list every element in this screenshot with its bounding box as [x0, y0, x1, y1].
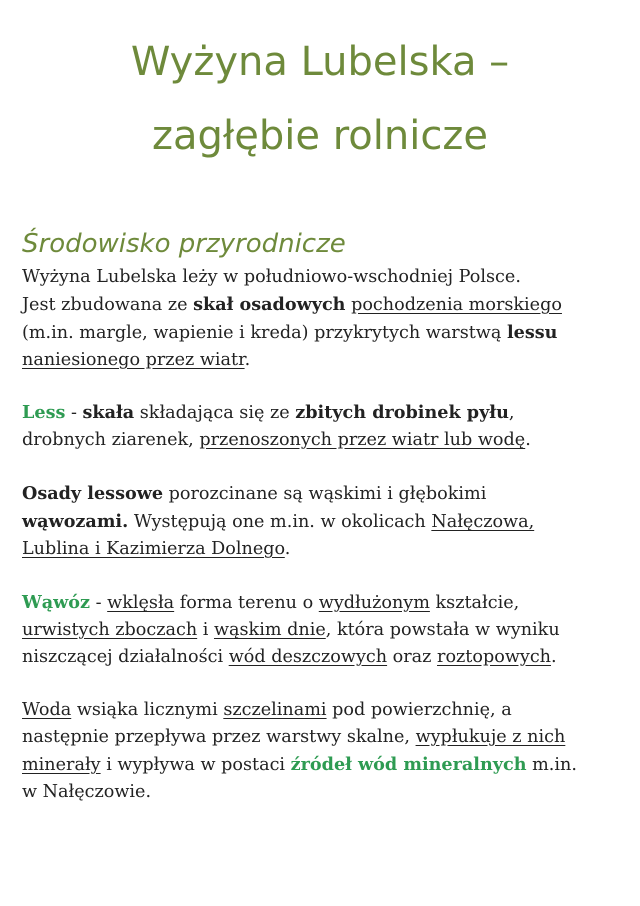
- text: składająca się ze: [134, 403, 296, 423]
- text: forma terenu o: [174, 593, 319, 613]
- paragraph-osady: [22, 480, 622, 563]
- underlined-term: przenoszonych przez wiatr lub wodę: [199, 430, 526, 450]
- bold-term: skała: [82, 402, 135, 423]
- text: porozcinane są wąskimi i głębokimi: [163, 484, 487, 504]
- bold-term: skał osadowych: [193, 294, 346, 315]
- underlined-term: Nałęczowa,: [431, 512, 535, 532]
- green-term: Less: [22, 402, 66, 423]
- text-line: [22, 536, 622, 563]
- text-line: w Nałęczowie.: [22, 782, 152, 802]
- text: i: [197, 620, 214, 640]
- text-line: [22, 589, 622, 617]
- underlined-term: wód deszczowych: [228, 647, 388, 667]
- text: i wypływa w postaci: [100, 755, 291, 775]
- text: .: [551, 647, 557, 667]
- text: Występują one m.in. w okolicach: [128, 512, 432, 532]
- text-line: [22, 751, 622, 779]
- text-line: [22, 644, 622, 671]
- text-line: [22, 291, 622, 319]
- underlined-term: pochodzenia morskiego: [351, 295, 562, 315]
- underlined-term: minerały: [22, 755, 101, 775]
- paragraph-location: [22, 264, 622, 374]
- text: -: [65, 403, 83, 423]
- text-line: Wyżyna Lubelska leży w południowo-wschodniej Polsce.: [22, 267, 521, 287]
- underlined-term: urwistych zboczach: [22, 620, 198, 640]
- text-line: [22, 480, 622, 508]
- text: wsiąka licznymi: [71, 700, 224, 720]
- text: Jest zbudowana ze: [22, 295, 194, 315]
- bold-term: wąwozami.: [22, 511, 129, 532]
- text: .: [525, 430, 531, 450]
- section-heading: Środowisko przyrodnicze: [22, 229, 346, 259]
- underlined-term: szczelinami: [223, 700, 327, 720]
- text: .: [244, 350, 251, 370]
- text: następnie przepływa przez warstwy skalne,: [22, 727, 416, 747]
- text: m.in.: [526, 755, 577, 775]
- text: kształcie,: [429, 593, 520, 613]
- text: , która powstała w wyniku: [325, 620, 560, 640]
- text: niszczącej działalności: [22, 647, 229, 667]
- text: .: [284, 539, 291, 559]
- text-line: [22, 508, 622, 536]
- text-line: [22, 427, 622, 454]
- page-title-line-1: Wyżyna Lubelska –: [130, 39, 510, 85]
- text-line: [22, 319, 622, 347]
- green-term: Wąwóz: [22, 592, 91, 613]
- underlined-term: wypłukuje z nich: [415, 727, 566, 747]
- bold-term: lessu: [506, 322, 558, 343]
- underlined-term: naniesionego przez wiatr: [22, 350, 245, 370]
- underlined-term: Woda: [22, 700, 72, 720]
- paragraph-less: [22, 399, 622, 454]
- text-line: [22, 347, 622, 374]
- paragraph-woda: [22, 697, 622, 806]
- underlined-term: roztopowych: [437, 647, 552, 667]
- text-line: [22, 399, 622, 427]
- text: drobnych ziarenek,: [22, 430, 200, 450]
- text: ,: [508, 403, 515, 423]
- page-title-line-2: zagłębie rolnicze: [152, 113, 488, 159]
- text-line: [22, 697, 622, 724]
- bold-term: Osady lessowe: [22, 483, 164, 504]
- text: pod powierzchnię, a: [326, 700, 512, 720]
- underlined-term: wydłużonym: [318, 593, 430, 613]
- underlined-term: wklęsła: [107, 593, 175, 613]
- text: (m.in. margle, wapienie i kreda) przykrytych warstwą: [22, 323, 507, 343]
- bold-term: zbitych drobinek pyłu: [295, 402, 509, 423]
- paragraph-wawoz: [22, 589, 622, 671]
- text-line: [22, 617, 622, 644]
- green-term: źródeł wód mineralnych: [290, 754, 527, 775]
- text-line: [22, 724, 622, 751]
- text: -: [90, 593, 108, 613]
- underlined-term: Lublina i Kazimierza Dolnego: [22, 539, 285, 559]
- underlined-term: wąskim dnie: [213, 620, 326, 640]
- text: oraz: [387, 647, 438, 667]
